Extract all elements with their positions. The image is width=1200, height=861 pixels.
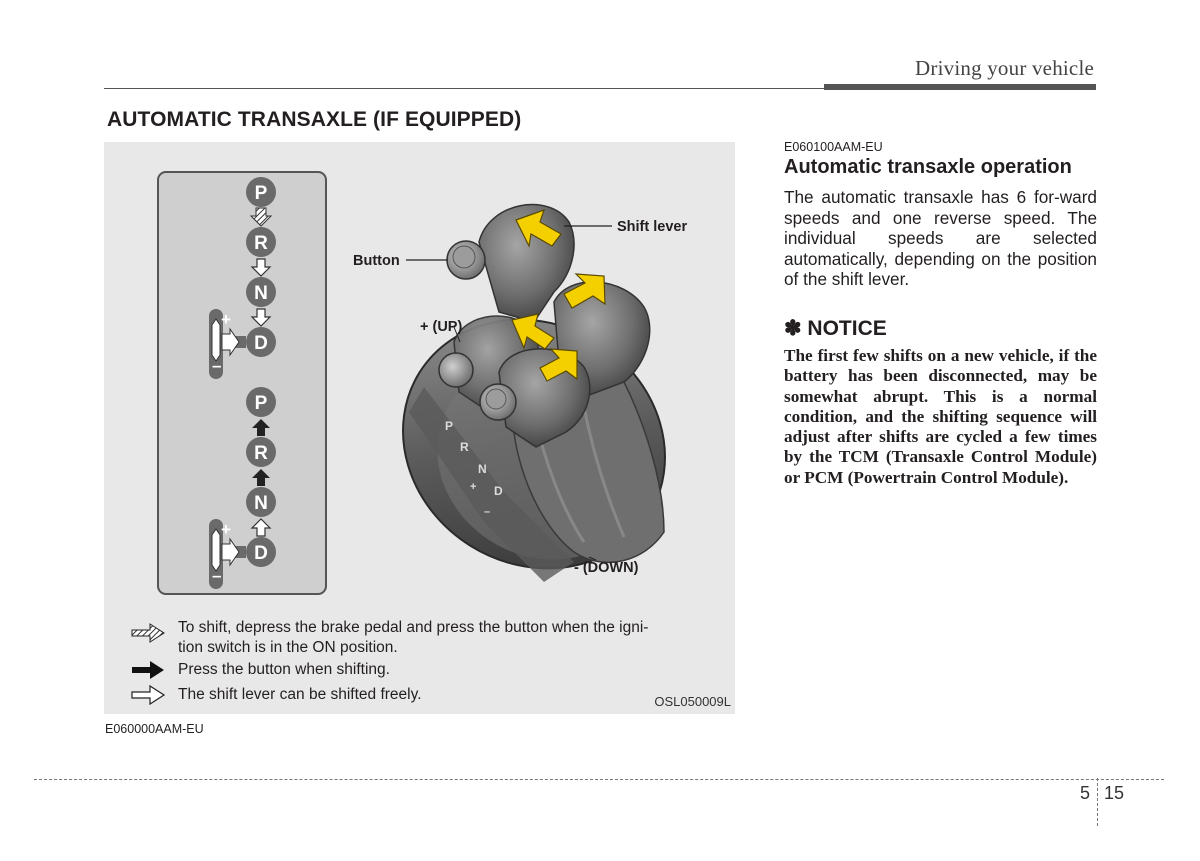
minus-label: – [212, 356, 222, 375]
gate-n-label: N [254, 283, 268, 304]
body-paragraph: The automatic transaxle has 6 for-ward speeds and one reverse speed. The individual speeds are selected automatically, depending on the position of the shift lever. [784, 187, 1097, 289]
notice-text: The first few shifts on a new vehicle, if the battery has been disconnected, may be somewhat abrupt. This is a normal condition, and the shifting sequence will adjust after shifts are cycled a few times by the TCM (Transaxle Control Module) or PCM (Powertrain Control Module). [784, 346, 1097, 487]
footer-rule [34, 779, 1164, 780]
svg-text:R: R [460, 440, 469, 454]
gate-r-label: R [254, 443, 268, 464]
down-label: - (DOWN) [574, 560, 639, 576]
page-number: 15 [1104, 783, 1125, 803]
minus-label: – [212, 566, 222, 585]
outline-arrow-icon [132, 686, 164, 704]
plus-label: + [221, 520, 231, 539]
gate-n-label: N [254, 493, 268, 514]
shift-lever-label: Shift lever [617, 219, 688, 235]
reference-code-right: E060100AAM-EU [784, 140, 883, 154]
svg-text:P: P [445, 419, 454, 433]
chapter-number: 5 [1080, 783, 1091, 803]
notice-title: ✽ NOTICE [784, 317, 887, 340]
button-label: Button [353, 253, 400, 269]
plus-label: + [221, 310, 231, 329]
legend-text-outline: The shift lever can be shifted freely. [178, 686, 422, 703]
section-title: AUTOMATIC TRANSAXLE (IF EQUIPPED) [107, 108, 522, 131]
figure-id: OSL050009L [654, 694, 731, 709]
reference-code-left: E060000AAM-EU [105, 722, 204, 736]
hatched-arrow-icon [132, 624, 164, 642]
shift-pattern-figure [104, 142, 735, 714]
svg-text:–: – [484, 506, 491, 518]
header-rule [104, 88, 824, 89]
up-label: + (UP) [420, 319, 463, 335]
gate-r-label: R [254, 233, 268, 254]
gate-p-label: P [254, 393, 268, 414]
header-rule-thick [824, 84, 1096, 90]
legend-icons [132, 624, 164, 704]
gate-panel [158, 172, 326, 594]
svg-text:D: D [494, 484, 503, 498]
gate-d-label: D [254, 333, 268, 354]
shift-lever-illustration [356, 205, 712, 618]
svg-text:+: + [470, 481, 477, 493]
subsection-title: Automatic transaxle operation [784, 156, 1072, 178]
legend-text-hatched: To shift, depress the brake pedal and press the button when the igni- tion switch is in the ON position. [178, 619, 649, 656]
legend-text-solid: Press the button when shifting. [178, 661, 390, 678]
gate-d-label: D [254, 543, 268, 564]
running-header: Driving your vehicle [915, 56, 1094, 80]
svg-text:N: N [478, 462, 487, 476]
page-number-divider [1097, 778, 1098, 826]
solid-arrow-icon [132, 661, 164, 679]
gate-p-label: P [254, 183, 268, 204]
